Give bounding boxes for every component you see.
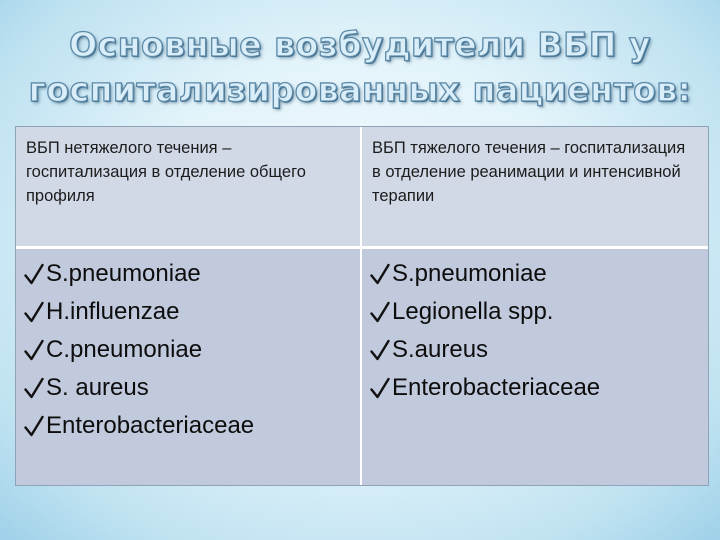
pathogen-list-severe [370, 255, 700, 407]
checkmark-icon [370, 339, 390, 361]
pathogen-name: Legionella spp. [392, 298, 554, 325]
pathogen-list-cell-non-severe [16, 249, 362, 485]
pathogen-name: Enterobacteriaceae [392, 374, 601, 401]
checkmark-icon [370, 301, 390, 323]
pathogen-list-item [24, 407, 352, 445]
pathogen-list-item [370, 293, 700, 331]
slide-title-line-2: госпитализированных пациентов: [28, 70, 692, 109]
pathogen-list-non-severe [24, 255, 352, 445]
pathogen-name: C.pneumoniae [46, 336, 203, 363]
checkmark-icon [24, 377, 44, 399]
header-text-non-severe: ВБП нетяжелого течения – госпитализация в отделение общего профиля [26, 139, 306, 205]
checkmark-icon [24, 263, 44, 285]
checkmark-icon [24, 339, 44, 361]
pathogen-list-item [24, 331, 352, 369]
pathogen-list-item [370, 331, 700, 369]
pathogen-list-item [24, 369, 352, 407]
pathogen-list-item [370, 369, 700, 407]
checkmark-icon [24, 415, 44, 437]
pathogen-name: S.aureus [392, 336, 489, 363]
pathogen-list-item [24, 293, 352, 331]
header-cell-severe [362, 127, 708, 249]
slide-title [0, 22, 720, 112]
header-cell-non-severe [16, 127, 362, 249]
header-text-severe: ВБП тяжелого течения – госпитализация в отделение реанимации и интенсивной терапии [372, 139, 686, 205]
pathogen-list-item [370, 255, 700, 293]
checkmark-icon [370, 263, 390, 285]
checkmark-icon [24, 301, 44, 323]
pathogen-name: S.pneumoniae [46, 260, 201, 287]
slide-title-line-1: Основные возбудители ВБП у [69, 25, 651, 64]
pathogen-list-item [24, 255, 352, 293]
checkmark-icon [370, 377, 390, 399]
pathogen-name: S. aureus [46, 374, 149, 401]
pathogen-name: S.pneumoniae [392, 260, 547, 287]
pathogen-name: H.influenzae [46, 298, 180, 325]
pathogens-table [15, 126, 709, 486]
pathogen-list-cell-severe [362, 249, 708, 485]
pathogen-name: Enterobacteriaceae [46, 412, 255, 439]
